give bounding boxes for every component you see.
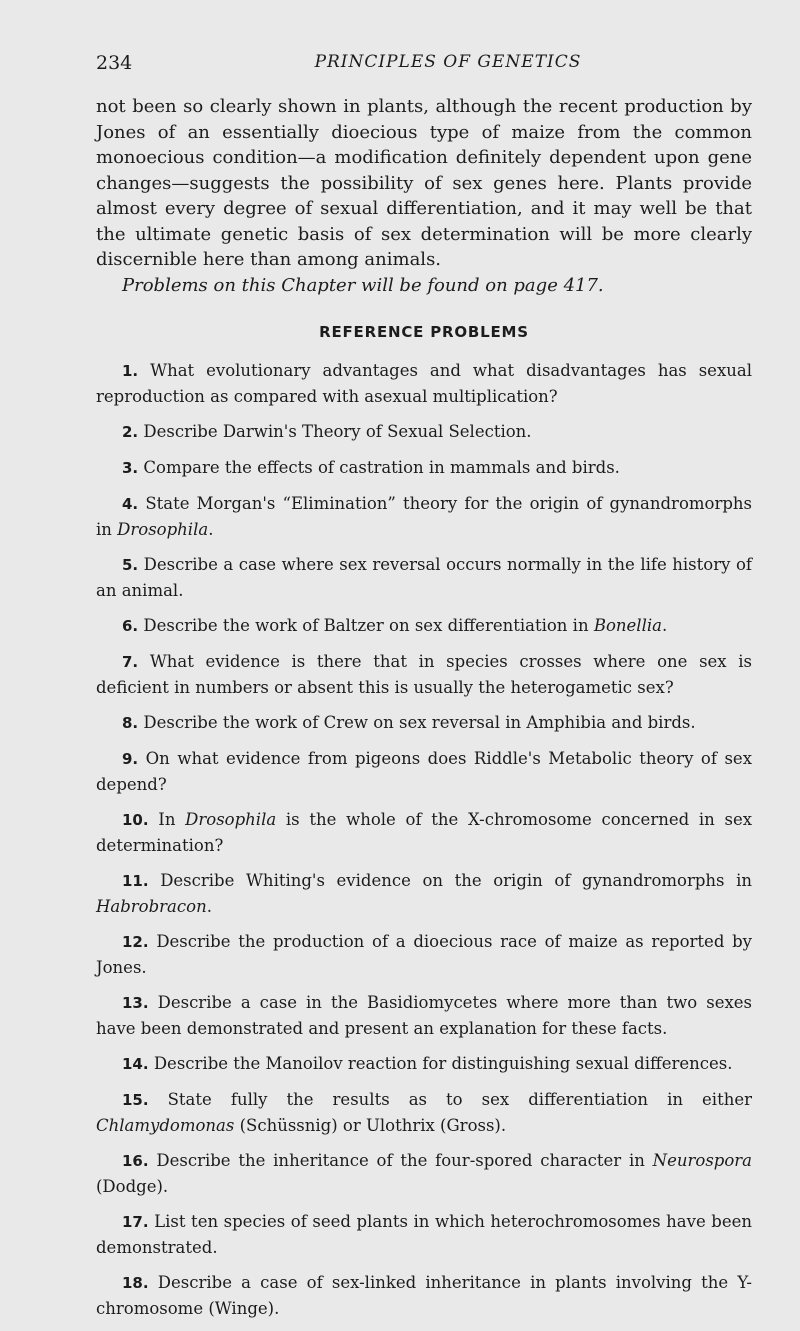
problems-note: Problems on this Chapter will be found on page 417. xyxy=(122,274,604,296)
problem-number: 2. xyxy=(122,422,139,441)
problem-item: 14. Describe the Manoilov reaction for distinguishing sexual differences. xyxy=(122,1053,733,1073)
reference-problems-list xyxy=(96,358,752,1321)
running-header xyxy=(96,52,740,78)
problem-number: 16. xyxy=(122,1151,149,1170)
problem-item: 9. On what evidence from pigeons does Riddle's Metabolic theory of sex depend? xyxy=(96,748,752,794)
problem-item: 12. Describe the production of a dioecious race of maize as reported by Jones. xyxy=(96,931,752,977)
problem-number: 6. xyxy=(122,616,139,635)
problem-number: 15. xyxy=(122,1090,149,1109)
problem-item: 5. Describe a case where sex reversal occurs normally in the life history of an animal. xyxy=(96,554,752,600)
problem-number: 8. xyxy=(122,713,139,732)
problem-number: 14. xyxy=(122,1054,149,1073)
problem-item: 10. In Drosophila is the whole of the X-chromosome concerned in sex determination? xyxy=(96,809,753,855)
problem-number: 10. xyxy=(122,810,149,829)
problem-number: 5. xyxy=(122,555,139,574)
problem-item: 2. Describe Darwin's Theory of Sexual Selection. xyxy=(122,421,532,441)
problem-item: 13. Describe a case in the Basidiomycetes where more than two sexes have been demonstrated and present an explanation for these facts. xyxy=(96,992,753,1038)
section-title: REFERENCE PROBLEMS xyxy=(319,323,529,341)
problem-number: 1. xyxy=(122,361,139,380)
problem-number: 7. xyxy=(122,652,139,671)
problem-number: 17. xyxy=(122,1212,149,1231)
problem-number: 9. xyxy=(122,749,139,768)
page-number: 234 xyxy=(96,52,133,74)
problem-item: 3. Compare the effects of castration in mammals and birds. xyxy=(122,457,620,477)
problem-number: 3. xyxy=(122,458,139,477)
intro-paragraph: not been so clearly shown in plants, although the recent production by Jones of an essentially dioecious type of maize from the common monoecious condition—a modification definitely dependent upon gene changes—suggests the possibility of sex genes here. Plants provide almost every degree of sexual differentiation, and it may well be that the ultimate genetic basis of sex determination will be more clearly discernible here than among animals. xyxy=(96,96,752,270)
problem-item: 11. Describe Whiting's evidence on the origin of gynandromorphs in Habrobracon. xyxy=(96,870,753,916)
problem-number: 13. xyxy=(122,993,149,1012)
page-body xyxy=(96,94,752,1331)
problem-item: 4. State Morgan's “Elimination” theory for the origin of gynandromorphs in Drosophila. xyxy=(96,493,753,539)
problem-item: 1. What evolutionary advantages and what disadvantages has sexual reproduction as compared with asexual multiplication? xyxy=(96,360,752,406)
problem-item: 6. Describe the work of Baltzer on sex differentiation in Bonellia. xyxy=(122,615,668,635)
problem-number: 4. xyxy=(122,494,139,513)
problem-item: 18. Describe a case of sex-linked inheritance in plants involving the Y-chromosome (Winge). xyxy=(96,1272,752,1318)
problem-item: 7. What evidence is there that in species crosses where one sex is deficient in numbers or absent this is usually the heterogametic sex? xyxy=(96,651,753,697)
problem-item: 17. List ten species of seed plants in which heterochromosomes have been demonstrated. xyxy=(96,1211,752,1257)
problem-item: 15. State fully the results as to sex differentiation in either Chlamydomonas (Schüssnig) or Ulothrix (Gross). xyxy=(96,1089,752,1135)
problem-item: 8. Describe the work of Crew on sex reversal in Amphibia and birds. xyxy=(122,712,696,732)
problem-item: 16. Describe the inheritance of the four-spored character in Neurospora (Dodge). xyxy=(96,1150,753,1196)
problem-number: 12. xyxy=(122,932,149,951)
problem-number: 18. xyxy=(122,1273,149,1292)
running-title: PRINCIPLES OF GENETICS xyxy=(314,52,582,72)
problem-number: 11. xyxy=(122,871,149,890)
